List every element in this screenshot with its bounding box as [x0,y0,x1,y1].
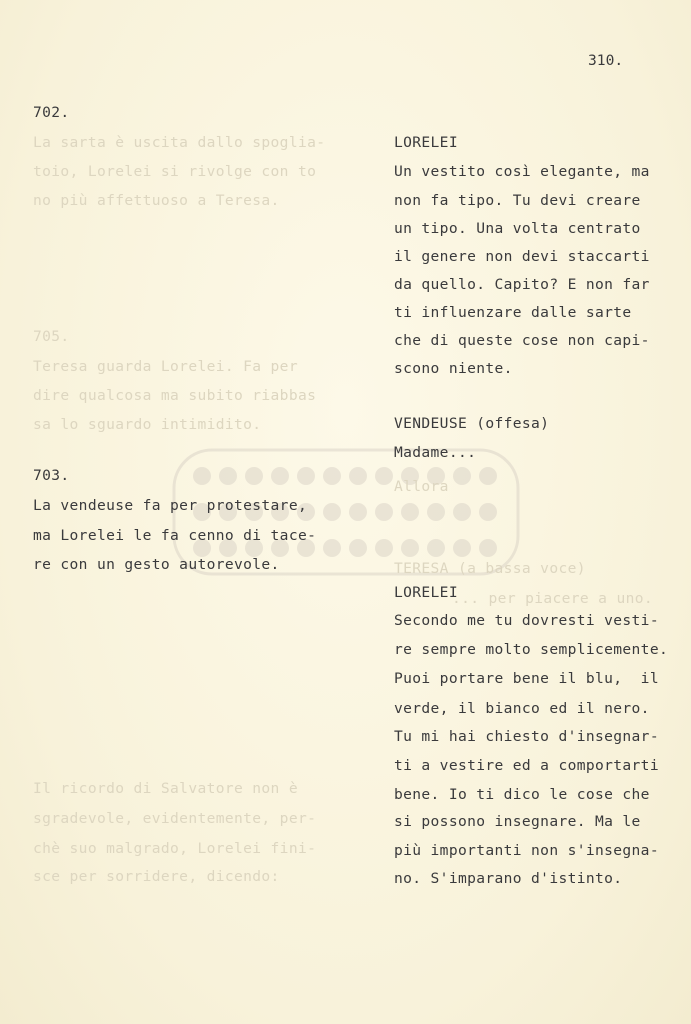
faded-scene-number: 705. [33,328,70,345]
faded-line: Teresa guarda Lorelei. Fa per [33,358,298,375]
faded-line: TERESA (a bassa voce) [394,560,586,577]
scene-703-line: re con un gesto autorevole. [33,556,280,573]
faded-line: Il ricordo di Salvatore non è [33,780,298,797]
scene-703-line: La vendeuse fa per protestare, [33,497,308,514]
dialogue-line: ti a vestire ed a comportarti [394,757,659,774]
faded-line: chè suo malgrado, Lorelei fini- [33,840,317,857]
dialogue-line: verde, il bianco ed il nero. [394,700,650,717]
speaker-name: LORELEI [394,584,458,601]
dialogue-line: da quello. Capito? E non far [394,276,650,293]
dialogue-line: scono niente. [394,360,513,377]
faded-line: no più affettuoso a Teresa. [33,192,280,209]
faded-line: Allora [394,478,449,495]
scene-number-703: 703. [33,467,70,484]
speaker-name: LORELEI [394,134,458,151]
dialogue-line: si possono insegnare. Ma le [394,813,641,830]
faded-line: dire qualcosa ma subito riabbas [33,387,317,404]
faded-line: sa lo sguardo intimidito. [33,416,262,433]
dialogue-line: Tu mi hai chiesto d'insegnar- [394,728,659,745]
dialogue-line: Madame... [394,444,477,461]
faded-line: ... per piacere a uno. [452,590,653,607]
faded-line: sgradevole, evidentemente, per- [33,810,317,827]
dialogue-line: Un vestito così elegante, ma [394,163,650,180]
page-number: 310. [588,52,624,69]
dialogue-line: Puoi portare bene il blu, il [394,670,659,687]
dialogue-line: il genere non devi staccarti [394,248,650,265]
faded-line: sce per sorridere, dicendo: [33,868,280,885]
dialogue-line: no. S'imparano d'istinto. [394,870,623,887]
faded-line: La sarta è uscita dallo spoglia- [33,134,326,151]
faded-line: toio, Lorelei si rivolge con to [33,163,317,180]
scene-703-line: ma Lorelei le fa cenno di tace- [33,527,317,544]
dialogue-line: ti influenzare dalle sarte [394,304,632,321]
dialogue-line: Secondo me tu dovresti vesti- [394,612,659,629]
dialogue-line: non fa tipo. Tu devi creare [394,192,641,209]
dialogue-line: più importanti non s'insegna- [394,842,659,859]
dialogue-line: che di queste cose non capi- [394,332,650,349]
dialogue-line: bene. Io ti dico le cose che [394,786,650,803]
dialogue-line: re sempre molto semplicemente. [394,641,669,658]
speaker-name: VENDEUSE (offesa) [394,415,550,432]
dialogue-line: un tipo. Una volta centrato [394,220,641,237]
scene-number-702: 702. [33,104,70,121]
